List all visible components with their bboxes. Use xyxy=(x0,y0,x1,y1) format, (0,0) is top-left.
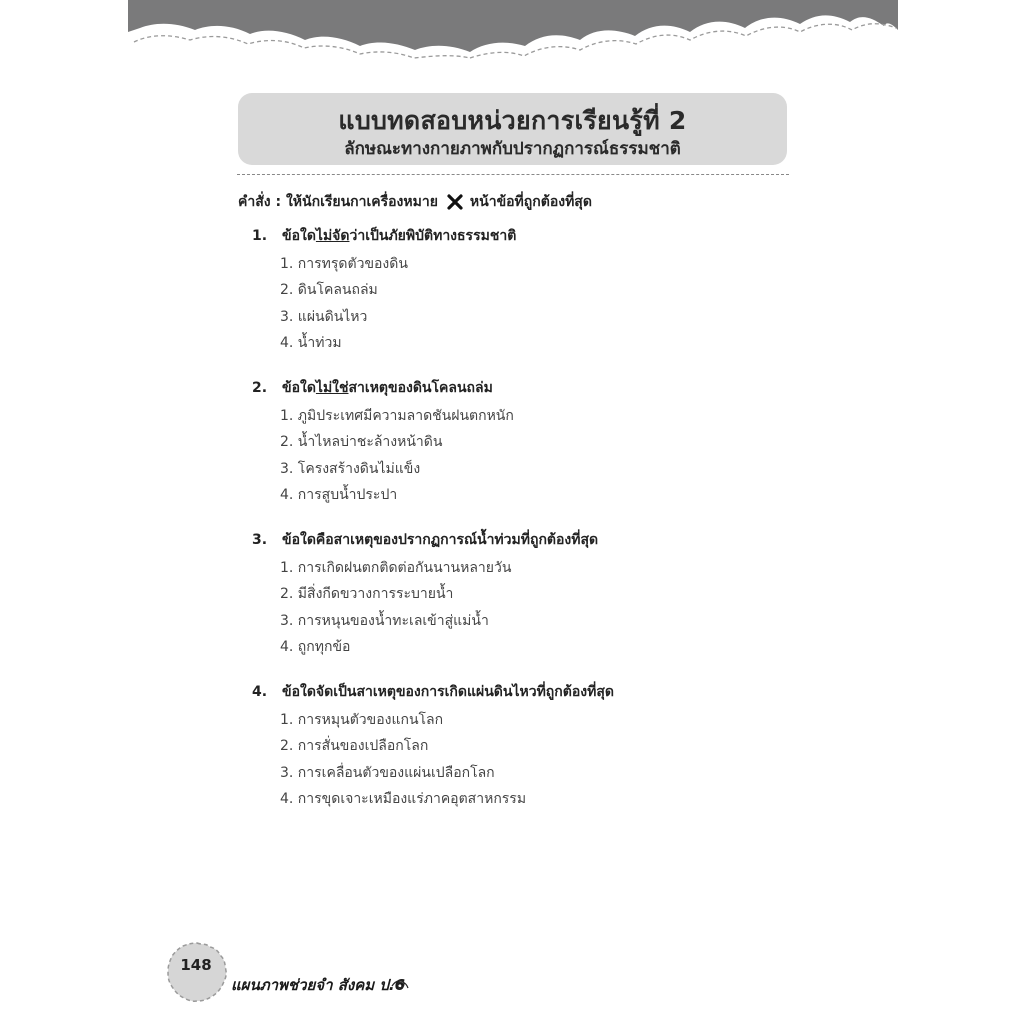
question-number: 3. xyxy=(252,532,268,548)
option-item[interactable]: 1. การหมุนตัวของแกนโลก xyxy=(280,712,444,728)
question-number: 1. xyxy=(252,228,268,244)
option-item[interactable]: 2. ดินโคลนถล่ม xyxy=(280,282,378,299)
option-item[interactable]: 4. น้ำท่วม xyxy=(280,334,342,351)
page-number: 148 xyxy=(180,956,212,974)
question-text: ข้อใด xyxy=(282,228,316,244)
option-item[interactable]: 3. การหนุนของน้ำทะเลเข้าสู่แม่น้ำ xyxy=(280,612,489,629)
banner-wave xyxy=(128,0,898,52)
divider xyxy=(237,174,789,175)
question-text-underlined: ไม่จัด xyxy=(315,228,350,244)
book-title: แผนภาพช่วยจำ สังคม ป.6 xyxy=(231,976,406,994)
top-banner xyxy=(0,0,1024,60)
page-title: แบบทดสอบหน่วยการเรียนรู้ที่ 2 xyxy=(338,106,687,135)
question-text-rest: สาเหตุของดินโคลนถล่ม xyxy=(348,380,493,396)
question-number: 4. xyxy=(252,684,268,700)
question-3 xyxy=(252,530,598,660)
option-item[interactable]: 1. การเกิดฝนตกติดต่อกันนานหลายวัน xyxy=(280,560,512,576)
question-number: 2. xyxy=(252,380,268,396)
question-heading xyxy=(252,682,614,702)
question-heading xyxy=(252,530,598,550)
instruction xyxy=(238,191,592,213)
option-item[interactable]: 2. มีสิ่งกีดขวางการระบายน้ำ xyxy=(280,586,454,603)
question-text: ข้อใดคือสาเหตุของปรากฏการณ์น้ำท่วมที่ถูกต้องที่สุด xyxy=(282,532,599,548)
swirl-icon xyxy=(390,976,410,994)
instruction-suffix: หน้าข้อที่ถูกต้องที่สุด xyxy=(469,194,592,210)
option-item[interactable]: 3. แผ่นดินไหว xyxy=(280,308,368,325)
question-heading xyxy=(252,226,516,246)
question-text: ข้อใดจัดเป็นสาเหตุของการเกิดแผ่นดินไหวที่ถูกต้องที่สุด xyxy=(282,684,614,700)
question-heading xyxy=(252,378,514,398)
instruction-prefix: คำสั่ง : ให้นักเรียนกาเครื่องหมาย xyxy=(238,194,438,210)
option-item[interactable]: 3. โครงสร้างดินไม่แข็ง xyxy=(280,460,421,477)
page-subtitle: ลักษณะทางกายภาพกับปรากฏการณ์ธรรมชาติ xyxy=(344,139,681,159)
option-item[interactable]: 2. น้ำไหลบ่าชะล้างหน้าดิน xyxy=(280,434,443,451)
option-item[interactable]: 4. การขุดเจาะเหมืองแร่ภาคอุตสาหกรรม xyxy=(280,790,527,807)
question-text: ข้อใด xyxy=(282,380,316,396)
option-item[interactable]: 2. การสั่นของเปลือกโลก xyxy=(280,738,429,755)
question-text-rest: ว่าเป็นภัยพิบัติทางธรรมชาติ xyxy=(349,228,517,244)
x-mark-icon xyxy=(446,193,464,211)
option-item[interactable]: 1. การทรุดตัวของดิน xyxy=(280,256,408,272)
option-item[interactable]: 1. ภูมิประเทศมีความลาดชันฝนตกหนัก xyxy=(280,408,514,424)
option-item[interactable]: 4. การสูบน้ำประปา xyxy=(280,486,398,503)
question-1 xyxy=(252,226,516,356)
title-box xyxy=(238,93,787,165)
option-item[interactable]: 4. ถูกทุกข้อ xyxy=(280,638,351,655)
question-text-underlined: ไม่ใช่ xyxy=(315,380,349,396)
question-2 xyxy=(252,378,514,508)
question-4 xyxy=(252,682,614,812)
option-item[interactable]: 3. การเคลื่อนตัวของแผ่นเปลือกโลก xyxy=(280,764,495,781)
